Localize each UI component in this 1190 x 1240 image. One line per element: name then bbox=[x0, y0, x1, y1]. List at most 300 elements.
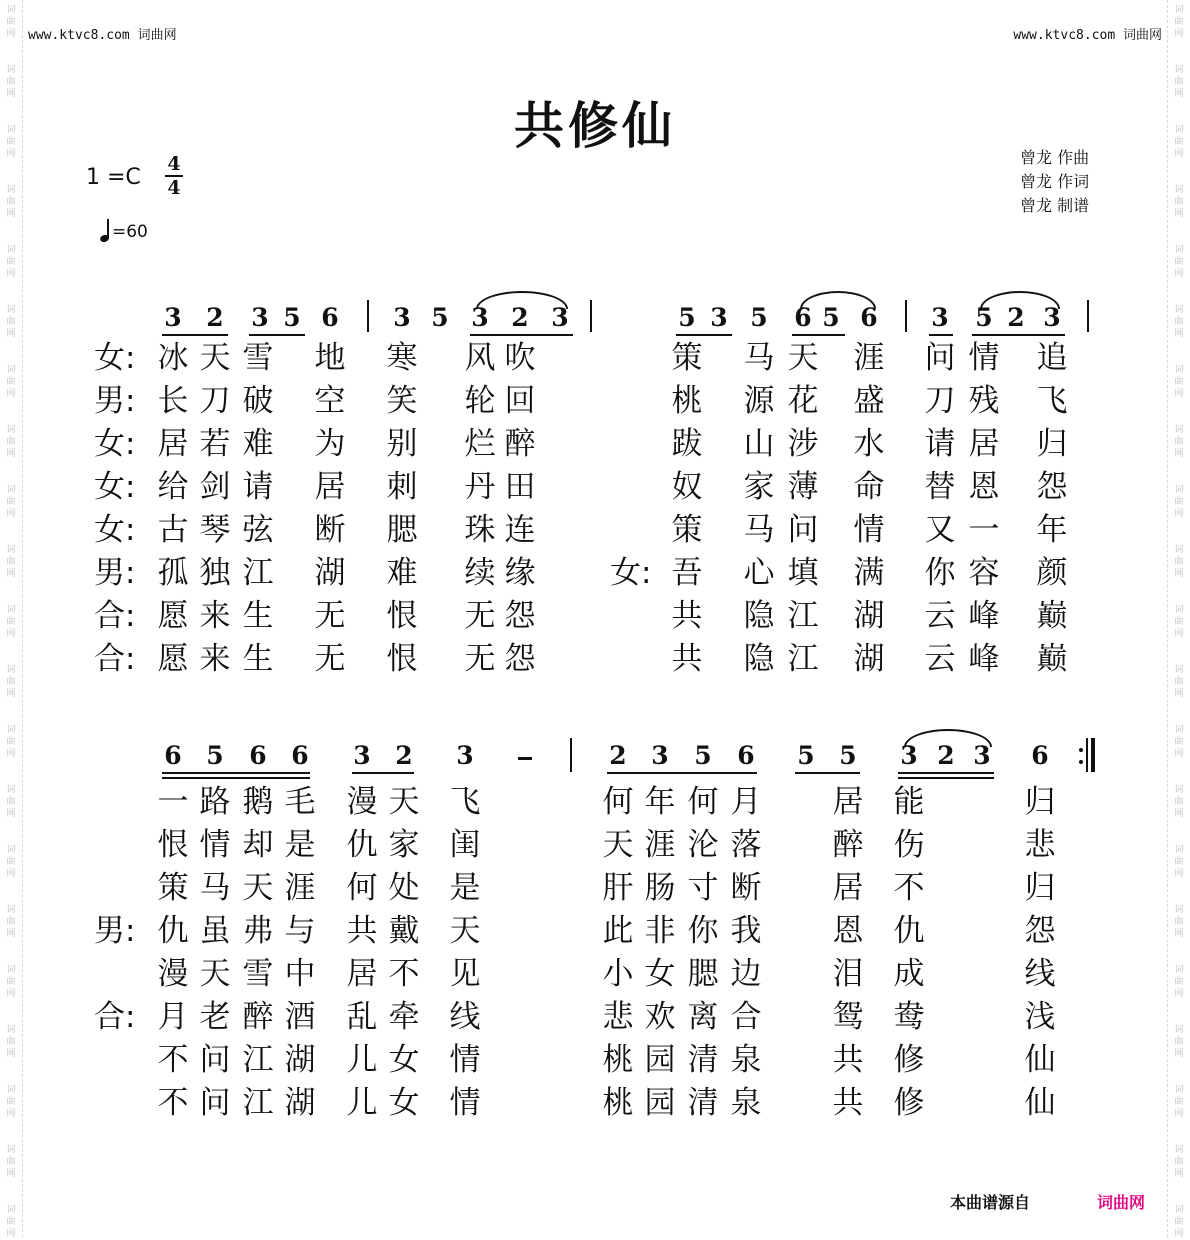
lyric-char: 怨 bbox=[1036, 469, 1068, 505]
jianpu-note: 5 bbox=[431, 303, 449, 332]
lyric-char: 泉 bbox=[730, 1042, 762, 1078]
lyric-char: 居 bbox=[832, 784, 864, 820]
lyric-char: 刀 bbox=[199, 383, 231, 419]
lyric-char: 恨 bbox=[386, 598, 418, 634]
lyric-char: 缘 bbox=[504, 555, 536, 591]
lyric-char: 湖 bbox=[284, 1042, 316, 1078]
lyric-char: 牵 bbox=[388, 999, 420, 1035]
lyric-char: 月 bbox=[157, 999, 189, 1035]
repeat-dot bbox=[1079, 748, 1083, 752]
lyric-char: 吹 bbox=[504, 340, 536, 376]
lyric-char: 刀 bbox=[924, 383, 956, 419]
lyric-char: 马 bbox=[743, 512, 775, 548]
watermark-vertical-text: 词曲网 bbox=[6, 965, 16, 999]
watermark-vertical-text: 词曲网 bbox=[6, 305, 16, 339]
lyric-char: 湖 bbox=[314, 555, 346, 591]
lyric-char: 问 bbox=[199, 1042, 231, 1078]
lyric-char: 中 bbox=[284, 956, 316, 992]
jianpu-note: 5 bbox=[839, 741, 857, 770]
slur bbox=[980, 291, 1060, 309]
lyric-char: 江 bbox=[242, 1085, 274, 1121]
lyric-char: 家 bbox=[743, 469, 775, 505]
jianpu-note: 5 bbox=[822, 303, 840, 332]
lyric-char: 清 bbox=[687, 1042, 719, 1078]
lyric-char: 沦 bbox=[687, 827, 719, 863]
jianpu-note: 6 bbox=[291, 741, 309, 770]
eighth-beam bbox=[795, 772, 860, 774]
lyric-char: 桃 bbox=[602, 1085, 634, 1121]
lyric-char: 何 bbox=[687, 784, 719, 820]
eighth-beam bbox=[249, 334, 305, 336]
lyric-char: 回 bbox=[504, 383, 536, 419]
lyric-char: 难 bbox=[242, 426, 274, 462]
watermark-vertical-text: 词曲网 bbox=[6, 425, 16, 459]
lyric-line bbox=[0, 426, 1190, 462]
lyric-char: 月 bbox=[730, 784, 762, 820]
lyric-char: 策 bbox=[671, 512, 703, 548]
jianpu-note: 6 bbox=[737, 741, 755, 770]
lyric-char: 此 bbox=[602, 913, 634, 949]
lyric-char: 无 bbox=[314, 598, 346, 634]
lyric-char: 恨 bbox=[157, 827, 189, 863]
lyric-char: 年 bbox=[1036, 512, 1068, 548]
lyric-char: 居 bbox=[968, 426, 1000, 462]
lyric-char: 成 bbox=[893, 956, 925, 992]
lyric-char: 合 bbox=[730, 999, 762, 1035]
lyric-char: 马 bbox=[743, 340, 775, 376]
lyric-char: 居 bbox=[832, 870, 864, 906]
singer-label: 女: bbox=[94, 469, 136, 505]
lyric-char: 请 bbox=[242, 469, 274, 505]
lyric-char: 年 bbox=[644, 784, 676, 820]
lyric-char: 天 bbox=[787, 340, 819, 376]
jianpu-note: 5 bbox=[797, 741, 815, 770]
lyric-char: 修 bbox=[893, 1042, 925, 1078]
lyric-char: 命 bbox=[853, 469, 885, 505]
lyric-char: 离 bbox=[687, 999, 719, 1035]
lyric-char: 来 bbox=[199, 641, 231, 677]
lyric-char: 醉 bbox=[504, 426, 536, 462]
lyric-char: 珠 bbox=[464, 512, 496, 548]
watermark-vertical-text: 词曲网 bbox=[6, 785, 16, 819]
lyric-char: 断 bbox=[730, 870, 762, 906]
credit-composer: 曾龙 作曲 bbox=[1020, 148, 1090, 167]
lyric-char: 浅 bbox=[1024, 999, 1056, 1035]
jianpu-note: 3 bbox=[710, 303, 728, 332]
lyric-char: 天 bbox=[242, 870, 274, 906]
lyric-char: 无 bbox=[464, 598, 496, 634]
lyric-char: 归 bbox=[1036, 426, 1068, 462]
watermark-vertical-text: 词曲网 bbox=[1174, 1145, 1184, 1179]
singer-label: 合: bbox=[94, 598, 136, 634]
lyric-char: 田 bbox=[504, 469, 536, 505]
lyric-line bbox=[0, 383, 1190, 419]
lyric-line bbox=[0, 913, 1190, 949]
barline bbox=[905, 300, 907, 332]
lyric-char: 一 bbox=[157, 784, 189, 820]
lyric-char: 线 bbox=[449, 999, 481, 1035]
lyric-char: 漫 bbox=[346, 784, 378, 820]
lyric-char: 伤 bbox=[893, 827, 925, 863]
watermark-vertical-text: 词曲网 bbox=[1174, 905, 1184, 939]
lyric-char: 不 bbox=[157, 1085, 189, 1121]
singer-label: 女: bbox=[94, 512, 136, 548]
lyric-char: 醉 bbox=[242, 999, 274, 1035]
jianpu-note: 5 bbox=[283, 303, 301, 332]
watermark-vertical-text: 词曲网 bbox=[1174, 1085, 1184, 1119]
lyric-char: 园 bbox=[644, 1085, 676, 1121]
lyric-char: 巅 bbox=[1036, 598, 1068, 634]
lyric-char: 不 bbox=[893, 870, 925, 906]
quarter-note-icon bbox=[100, 218, 110, 242]
lyric-char: 共 bbox=[832, 1042, 864, 1078]
watermark-vertical-text: 词曲网 bbox=[6, 1085, 16, 1119]
jianpu-note: 5 bbox=[678, 303, 696, 332]
lyric-char: 剑 bbox=[199, 469, 231, 505]
lyric-char: 琴 bbox=[199, 512, 231, 548]
lyric-char: 怨 bbox=[504, 641, 536, 677]
lyric-char: 天 bbox=[199, 956, 231, 992]
lyric-char: 归 bbox=[1024, 870, 1056, 906]
jianpu-note: 3 bbox=[164, 303, 182, 332]
lyric-char: 刺 bbox=[386, 469, 418, 505]
barline bbox=[367, 300, 369, 332]
lyric-line bbox=[0, 555, 1190, 591]
lyric-char: 山 bbox=[743, 426, 775, 462]
watermark-vertical-text: 词曲网 bbox=[1174, 305, 1184, 339]
singer-label: 女: bbox=[94, 340, 136, 376]
lyric-char: 风 bbox=[464, 340, 496, 376]
watermark-vertical-text: 词曲网 bbox=[1174, 1205, 1184, 1239]
eighth-beam bbox=[352, 772, 414, 774]
lyric-char: 戴 bbox=[388, 913, 420, 949]
lyric-char: 鹅 bbox=[242, 784, 274, 820]
watermark-vertical-text: 词曲网 bbox=[1174, 965, 1184, 999]
lyric-line bbox=[0, 598, 1190, 634]
lyric-char: 仙 bbox=[1024, 1042, 1056, 1078]
footer-site: 词曲网 bbox=[1097, 1193, 1146, 1212]
lyric-char: 颜 bbox=[1036, 555, 1068, 591]
lyric-char: 怨 bbox=[1024, 913, 1056, 949]
eighth-beam bbox=[162, 334, 228, 336]
watermark-vertical-text: 词曲网 bbox=[6, 1205, 16, 1239]
lyric-char: 无 bbox=[464, 641, 496, 677]
jianpu-note: 3 bbox=[931, 303, 949, 332]
site-header-right: www.ktvc8.com 词曲网 bbox=[1013, 28, 1162, 43]
tempo-marking bbox=[100, 218, 148, 242]
watermark-vertical-text: 词曲网 bbox=[1174, 845, 1184, 879]
lyric-char: 桃 bbox=[671, 383, 703, 419]
lyric-char: 醉 bbox=[832, 827, 864, 863]
tempo-value: =60 bbox=[112, 222, 148, 242]
time-signature-top: 4 bbox=[167, 153, 181, 175]
lyric-char: 请 bbox=[924, 426, 956, 462]
time-signature bbox=[165, 154, 183, 198]
jianpu-note: 5 bbox=[694, 741, 712, 770]
lyric-char: 仇 bbox=[157, 913, 189, 949]
singer-label: 男: bbox=[94, 555, 136, 591]
lyric-char: 古 bbox=[157, 512, 189, 548]
jianpu-note: 5 bbox=[750, 303, 768, 332]
jianpu-note: 2 bbox=[511, 303, 529, 332]
singer-label: 合: bbox=[94, 999, 136, 1035]
jianpu-note: 3 bbox=[900, 741, 918, 770]
lyric-char: 恩 bbox=[968, 469, 1000, 505]
lyric-char: 泪 bbox=[832, 956, 864, 992]
lyric-char: 儿 bbox=[346, 1085, 378, 1121]
jianpu-note: 3 bbox=[456, 741, 474, 770]
lyric-char: 不 bbox=[157, 1042, 189, 1078]
lyric-line bbox=[0, 641, 1190, 677]
lyric-char: 涯 bbox=[284, 870, 316, 906]
lyric-char: 腮 bbox=[687, 956, 719, 992]
lyric-char: 跋 bbox=[671, 426, 703, 462]
jianpu-note: 6 bbox=[860, 303, 878, 332]
jianpu-note: 3 bbox=[1043, 303, 1061, 332]
lyric-char: 闺 bbox=[449, 827, 481, 863]
lyric-char: 笑 bbox=[386, 383, 418, 419]
lyric-char: 儿 bbox=[346, 1042, 378, 1078]
watermark-vertical-text: 词曲网 bbox=[1174, 485, 1184, 519]
song-title: 共修仙 bbox=[514, 97, 676, 155]
eighth-beam bbox=[162, 772, 310, 774]
watermark-vertical-text: 词曲网 bbox=[6, 485, 16, 519]
eighth-beam bbox=[676, 334, 732, 336]
lyric-char: 恩 bbox=[832, 913, 864, 949]
lyric-char: 又 bbox=[924, 512, 956, 548]
lyric-char: 共 bbox=[671, 641, 703, 677]
lyric-char: 共 bbox=[671, 598, 703, 634]
lyric-char: 盛 bbox=[853, 383, 885, 419]
lyric-char: 湖 bbox=[853, 641, 885, 677]
watermark-vertical-text: 词曲网 bbox=[6, 665, 16, 699]
lyric-char: 破 bbox=[242, 383, 274, 419]
lyric-char: 情 bbox=[199, 827, 231, 863]
slur bbox=[800, 291, 876, 309]
lyric-char: 是 bbox=[284, 827, 316, 863]
sixteenth-beam bbox=[162, 777, 310, 779]
lyric-char: 云 bbox=[924, 598, 956, 634]
credit-arranger: 曾龙 制谱 bbox=[1020, 196, 1090, 215]
watermark-vertical-text: 词曲网 bbox=[1174, 185, 1184, 219]
lyric-char: 共 bbox=[346, 913, 378, 949]
lyric-char: 鸳 bbox=[832, 999, 864, 1035]
sixteenth-beam bbox=[898, 777, 994, 779]
time-signature-bottom: 4 bbox=[167, 177, 181, 199]
lyric-char: 独 bbox=[199, 555, 231, 591]
lyric-char: 峰 bbox=[968, 641, 1000, 677]
lyric-char: 问 bbox=[787, 512, 819, 548]
lyric-char: 情 bbox=[449, 1042, 481, 1078]
lyric-char: 烂 bbox=[464, 426, 496, 462]
watermark-vertical-text: 词曲网 bbox=[6, 65, 16, 99]
lyric-char: 替 bbox=[924, 469, 956, 505]
watermark-vertical-text: 词曲网 bbox=[6, 905, 16, 939]
lyric-char: 飞 bbox=[1036, 383, 1068, 419]
singer-label: 男: bbox=[94, 913, 136, 949]
eighth-beam bbox=[972, 334, 1065, 336]
lyric-char: 是 bbox=[449, 870, 481, 906]
lyric-char: 填 bbox=[787, 555, 819, 591]
lyric-char: 生 bbox=[242, 641, 274, 677]
lyric-char: 江 bbox=[787, 598, 819, 634]
lyric-char: 残 bbox=[968, 383, 1000, 419]
lyric-char: 峰 bbox=[968, 598, 1000, 634]
eighth-beam bbox=[929, 334, 953, 336]
lyric-char: 寒 bbox=[386, 340, 418, 376]
jianpu-note: 6 bbox=[1031, 741, 1049, 770]
lyric-char: 你 bbox=[924, 555, 956, 591]
lyric-line bbox=[0, 340, 1190, 376]
lyric-char: 弦 bbox=[242, 512, 274, 548]
lyric-char: 寸 bbox=[687, 870, 719, 906]
lyric-line bbox=[0, 1085, 1190, 1121]
lyric-char: 水 bbox=[853, 426, 885, 462]
lyric-char: 怨 bbox=[504, 598, 536, 634]
lyric-char: 江 bbox=[242, 555, 274, 591]
lyric-char: 雪 bbox=[242, 956, 274, 992]
lyric-char: 一 bbox=[968, 512, 1000, 548]
jianpu-note: 5 bbox=[975, 303, 993, 332]
lyric-char: 策 bbox=[671, 340, 703, 376]
eighth-beam bbox=[470, 334, 573, 336]
slur bbox=[904, 729, 992, 747]
lyric-char: 悲 bbox=[1024, 827, 1056, 863]
lyric-char: 女 bbox=[644, 956, 676, 992]
lyric-char: 吾 bbox=[671, 555, 703, 591]
lyric-line bbox=[0, 512, 1190, 548]
lyric-char: 欢 bbox=[644, 999, 676, 1035]
jianpu-note: 3 bbox=[471, 303, 489, 332]
lyric-char: 女 bbox=[388, 1085, 420, 1121]
lyric-char: 毛 bbox=[284, 784, 316, 820]
sustain-dash bbox=[518, 757, 532, 760]
jianpu-note: 3 bbox=[651, 741, 669, 770]
jianpu-note: 3 bbox=[393, 303, 411, 332]
singer-label: 合: bbox=[94, 641, 136, 677]
jianpu-note: 5 bbox=[206, 741, 224, 770]
lyric-char: 老 bbox=[199, 999, 231, 1035]
lyric-char: 湖 bbox=[284, 1085, 316, 1121]
jianpu-note: 2 bbox=[937, 741, 955, 770]
lyric-char: 飞 bbox=[449, 784, 481, 820]
lyric-char: 女 bbox=[388, 1042, 420, 1078]
lyric-char: 若 bbox=[199, 426, 231, 462]
lyric-char: 漫 bbox=[157, 956, 189, 992]
lyric-char: 非 bbox=[644, 913, 676, 949]
lyric-char: 泉 bbox=[730, 1085, 762, 1121]
lyric-char: 不 bbox=[388, 956, 420, 992]
lyric-char: 线 bbox=[1024, 956, 1056, 992]
lyric-char: 情 bbox=[968, 340, 1000, 376]
lyric-char: 问 bbox=[924, 340, 956, 376]
watermark-vertical-text: 词曲网 bbox=[1174, 545, 1184, 579]
singer-label: 女: bbox=[610, 555, 652, 591]
lyric-char: 断 bbox=[314, 512, 346, 548]
jianpu-note: 2 bbox=[206, 303, 224, 332]
footer-source: 本曲谱源自 bbox=[950, 1193, 1031, 1212]
watermark-vertical-text: 词曲网 bbox=[6, 545, 16, 579]
lyric-char: 云 bbox=[924, 641, 956, 677]
singer-label: 女: bbox=[94, 426, 136, 462]
lyric-char: 来 bbox=[199, 598, 231, 634]
lyric-char: 轮 bbox=[464, 383, 496, 419]
lyric-char: 天 bbox=[199, 340, 231, 376]
lyric-char: 天 bbox=[388, 784, 420, 820]
lyric-char: 悲 bbox=[602, 999, 634, 1035]
jianpu-note: 3 bbox=[551, 303, 569, 332]
lyric-char: 鸯 bbox=[893, 999, 925, 1035]
lyric-char: 你 bbox=[687, 913, 719, 949]
lyric-char: 连 bbox=[504, 512, 536, 548]
lyric-char: 雪 bbox=[242, 340, 274, 376]
lyric-char: 能 bbox=[893, 784, 925, 820]
lyric-char: 续 bbox=[464, 555, 496, 591]
lyric-char: 涯 bbox=[853, 340, 885, 376]
lyric-char: 仙 bbox=[1024, 1085, 1056, 1121]
lyric-line bbox=[0, 956, 1190, 992]
lyric-char: 生 bbox=[242, 598, 274, 634]
lyric-line bbox=[0, 827, 1190, 863]
jianpu-note: 2 bbox=[1007, 303, 1025, 332]
watermark-vertical-text: 词曲网 bbox=[1174, 65, 1184, 99]
lyric-char: 乱 bbox=[346, 999, 378, 1035]
lyric-char: 肠 bbox=[644, 870, 676, 906]
lyric-char: 问 bbox=[199, 1085, 231, 1121]
lyric-char: 归 bbox=[1024, 784, 1056, 820]
watermark-vertical-text: 词曲网 bbox=[1174, 665, 1184, 699]
lyric-char: 何 bbox=[346, 870, 378, 906]
lyric-char: 丹 bbox=[464, 469, 496, 505]
lyric-char: 情 bbox=[449, 1085, 481, 1121]
lyric-line bbox=[0, 870, 1190, 906]
lyric-char: 满 bbox=[853, 555, 885, 591]
lyric-char: 冰 bbox=[157, 340, 189, 376]
lyric-char: 何 bbox=[602, 784, 634, 820]
watermark-vertical-text: 词曲网 bbox=[1174, 5, 1184, 39]
lyric-char: 修 bbox=[893, 1085, 925, 1121]
lyric-char: 源 bbox=[743, 383, 775, 419]
lyric-char: 心 bbox=[743, 555, 775, 591]
barline bbox=[1086, 738, 1088, 772]
watermark-vertical-text: 词曲网 bbox=[6, 1145, 16, 1179]
watermark-vertical-text: 词曲网 bbox=[6, 725, 16, 759]
singer-label: 男: bbox=[94, 383, 136, 419]
lyric-char: 追 bbox=[1036, 340, 1068, 376]
lyric-char: 为 bbox=[314, 426, 346, 462]
lyric-char: 孤 bbox=[157, 555, 189, 591]
lyric-char: 弗 bbox=[242, 913, 274, 949]
lyric-char: 居 bbox=[157, 426, 189, 462]
lyric-char: 天 bbox=[449, 913, 481, 949]
lyric-char: 天 bbox=[602, 827, 634, 863]
lyric-char: 路 bbox=[199, 784, 231, 820]
lyric-char: 桃 bbox=[602, 1042, 634, 1078]
credit-lyricist: 曾龙 作词 bbox=[1020, 172, 1090, 191]
lyric-char: 江 bbox=[242, 1042, 274, 1078]
lyric-char: 奴 bbox=[671, 469, 703, 505]
lyric-char: 清 bbox=[687, 1085, 719, 1121]
lyric-char: 别 bbox=[386, 426, 418, 462]
lyric-char: 共 bbox=[832, 1085, 864, 1121]
lyric-char: 隐 bbox=[743, 598, 775, 634]
lyric-line bbox=[0, 469, 1190, 505]
jianpu-note: 3 bbox=[353, 741, 371, 770]
eighth-beam bbox=[607, 772, 757, 774]
lyric-char: 巅 bbox=[1036, 641, 1068, 677]
watermark-vertical-text: 词曲网 bbox=[6, 125, 16, 159]
lyric-char: 隐 bbox=[743, 641, 775, 677]
